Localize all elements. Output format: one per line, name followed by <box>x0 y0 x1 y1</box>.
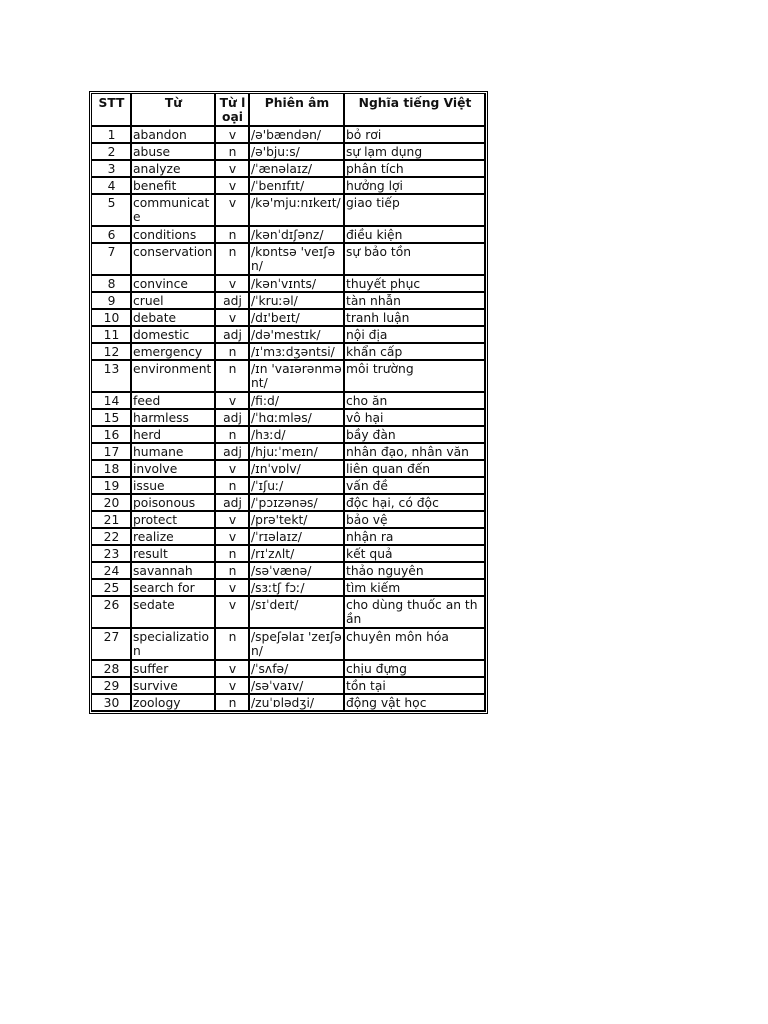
cell-part-of-speech: v <box>216 310 250 327</box>
cell-stt: 18 <box>92 461 132 478</box>
cell-stt: 24 <box>92 563 132 580</box>
cell-vietnamese-meaning: liên quan đến <box>345 461 485 478</box>
cell-part-of-speech: v <box>216 393 250 410</box>
cell-word: herd <box>132 427 216 444</box>
table-row <box>92 495 485 512</box>
table-row <box>92 178 485 195</box>
cell-word: abuse <box>132 144 216 161</box>
cell-word: zoology <box>132 695 216 711</box>
cell-word: conservation <box>132 244 216 276</box>
table-row <box>92 127 485 144</box>
table-row <box>92 227 485 244</box>
cell-part-of-speech: n <box>216 478 250 495</box>
cell-part-of-speech: n <box>216 144 250 161</box>
cell-pronunciation: /ˈsʌfə/ <box>250 661 345 678</box>
table-row <box>92 393 485 410</box>
cell-word: savannah <box>132 563 216 580</box>
cell-pronunciation: /ɪˈmɜːdʒəntsi/ <box>250 344 345 361</box>
cell-pronunciation: /də'mestɪk/ <box>250 327 345 344</box>
cell-word: sedate <box>132 597 216 629</box>
cell-part-of-speech: n <box>216 563 250 580</box>
cell-part-of-speech: n <box>216 427 250 444</box>
cell-part-of-speech: adj <box>216 410 250 427</box>
header-part-of-speech: Từ loại <box>216 94 250 127</box>
cell-stt: 6 <box>92 227 132 244</box>
cell-word: poisonous <box>132 495 216 512</box>
cell-stt: 26 <box>92 597 132 629</box>
cell-stt: 16 <box>92 427 132 444</box>
table-row <box>92 529 485 546</box>
cell-vietnamese-meaning: nội địa <box>345 327 485 344</box>
cell-part-of-speech: n <box>216 546 250 563</box>
cell-part-of-speech: v <box>216 678 250 695</box>
cell-vietnamese-meaning: độc hại, có độc <box>345 495 485 512</box>
cell-part-of-speech: adj <box>216 327 250 344</box>
cell-part-of-speech: v <box>216 597 250 629</box>
cell-stt: 2 <box>92 144 132 161</box>
cell-word: involve <box>132 461 216 478</box>
table-row <box>92 678 485 695</box>
cell-word: survive <box>132 678 216 695</box>
table-row <box>92 410 485 427</box>
cell-stt: 23 <box>92 546 132 563</box>
cell-pronunciation: /kɒntsə 'veɪʃən/ <box>250 244 345 276</box>
cell-word: abandon <box>132 127 216 144</box>
cell-part-of-speech: v <box>216 661 250 678</box>
cell-vietnamese-meaning: tàn nhẫn <box>345 293 485 310</box>
cell-vietnamese-meaning: chịu đựng <box>345 661 485 678</box>
cell-word: communicate <box>132 195 216 227</box>
cell-vietnamese-meaning: khẩn cấp <box>345 344 485 361</box>
cell-word: realize <box>132 529 216 546</box>
table-row <box>92 546 485 563</box>
cell-vietnamese-meaning: nhân đạo, nhân văn <box>345 444 485 461</box>
cell-pronunciation: /ˈɪʃuː/ <box>250 478 345 495</box>
cell-stt: 1 <box>92 127 132 144</box>
cell-vietnamese-meaning: điều kiện <box>345 227 485 244</box>
cell-vietnamese-meaning: cho dùng thuốc an thần <box>345 597 485 629</box>
cell-pronunciation: /ˈhɑːmləs/ <box>250 410 345 427</box>
cell-stt: 3 <box>92 161 132 178</box>
cell-pronunciation: /ˈpɔɪzənəs/ <box>250 495 345 512</box>
cell-pronunciation: /kə'mju:nɪkeɪt/ <box>250 195 345 227</box>
table-row <box>92 629 485 661</box>
cell-stt: 21 <box>92 512 132 529</box>
cell-stt: 15 <box>92 410 132 427</box>
cell-word: convince <box>132 276 216 293</box>
cell-stt: 13 <box>92 361 132 393</box>
header-word: Từ <box>132 94 216 127</box>
cell-stt: 30 <box>92 695 132 711</box>
cell-vietnamese-meaning: nhận ra <box>345 529 485 546</box>
cell-pronunciation: /hɜːd/ <box>250 427 345 444</box>
table-row <box>92 361 485 393</box>
table-row <box>92 580 485 597</box>
cell-part-of-speech: n <box>216 244 250 276</box>
cell-stt: 14 <box>92 393 132 410</box>
cell-part-of-speech: n <box>216 629 250 661</box>
vocabulary-table <box>91 93 486 712</box>
cell-word: search for <box>132 580 216 597</box>
cell-stt: 9 <box>92 293 132 310</box>
cell-stt: 27 <box>92 629 132 661</box>
cell-pronunciation: /səˈvaɪv/ <box>250 678 345 695</box>
cell-pronunciation: /speʃəlaɪ 'zeɪʃən/ <box>250 629 345 661</box>
table-row <box>92 327 485 344</box>
cell-stt: 5 <box>92 195 132 227</box>
cell-vietnamese-meaning: bảo vệ <box>345 512 485 529</box>
cell-stt: 22 <box>92 529 132 546</box>
cell-pronunciation: /sɜːtʃ fɔː/ <box>250 580 345 597</box>
table-row <box>92 244 485 276</box>
cell-part-of-speech: v <box>216 529 250 546</box>
cell-part-of-speech: v <box>216 580 250 597</box>
cell-pronunciation: /ˈrɪəlaɪz/ <box>250 529 345 546</box>
cell-word: environment <box>132 361 216 393</box>
cell-part-of-speech: adj <box>216 293 250 310</box>
table-row <box>92 310 485 327</box>
table-row <box>92 512 485 529</box>
cell-stt: 20 <box>92 495 132 512</box>
cell-word: protect <box>132 512 216 529</box>
table-header-row <box>92 94 485 127</box>
table-row <box>92 563 485 580</box>
cell-word: humane <box>132 444 216 461</box>
cell-part-of-speech: n <box>216 344 250 361</box>
table-row <box>92 293 485 310</box>
cell-pronunciation: /kənˈdɪʃənz/ <box>250 227 345 244</box>
table-row <box>92 344 485 361</box>
cell-part-of-speech: v <box>216 195 250 227</box>
cell-pronunciation: /səˈvænə/ <box>250 563 345 580</box>
cell-vietnamese-meaning: bầy đàn <box>345 427 485 444</box>
cell-word: specialization <box>132 629 216 661</box>
table-body <box>92 127 485 711</box>
cell-vietnamese-meaning: thảo nguyên <box>345 563 485 580</box>
cell-vietnamese-meaning: giao tiếp <box>345 195 485 227</box>
table-row <box>92 427 485 444</box>
cell-pronunciation: /prə'tekt/ <box>250 512 345 529</box>
cell-vietnamese-meaning: tồn tại <box>345 678 485 695</box>
cell-part-of-speech: adj <box>216 495 250 512</box>
table-row <box>92 695 485 711</box>
cell-stt: 8 <box>92 276 132 293</box>
cell-pronunciation: /ɪnˈvɒlv/ <box>250 461 345 478</box>
header-pronunciation: Phiên âm <box>250 94 345 127</box>
cell-vietnamese-meaning: sự bảo tồn <box>345 244 485 276</box>
cell-stt: 25 <box>92 580 132 597</box>
cell-pronunciation: /ˈbenɪfɪt/ <box>250 178 345 195</box>
cell-vietnamese-meaning: tìm kiếm <box>345 580 485 597</box>
cell-vietnamese-meaning: động vật học <box>345 695 485 711</box>
cell-pronunciation: /fi:d/ <box>250 393 345 410</box>
cell-stt: 28 <box>92 661 132 678</box>
cell-word: result <box>132 546 216 563</box>
cell-vietnamese-meaning: chuyên môn hóa <box>345 629 485 661</box>
table-row <box>92 478 485 495</box>
cell-pronunciation: /ə'bju:s/ <box>250 144 345 161</box>
header-stt: STT <box>92 94 132 127</box>
cell-vietnamese-meaning: môi trường <box>345 361 485 393</box>
cell-word: harmless <box>132 410 216 427</box>
cell-part-of-speech: v <box>216 512 250 529</box>
cell-part-of-speech: n <box>216 227 250 244</box>
cell-part-of-speech: n <box>216 695 250 711</box>
cell-stt: 19 <box>92 478 132 495</box>
cell-stt: 10 <box>92 310 132 327</box>
cell-pronunciation: /kənˈvɪnts/ <box>250 276 345 293</box>
cell-word: issue <box>132 478 216 495</box>
cell-word: domestic <box>132 327 216 344</box>
cell-vietnamese-meaning: vấn đề <box>345 478 485 495</box>
cell-stt: 7 <box>92 244 132 276</box>
cell-word: conditions <box>132 227 216 244</box>
cell-vietnamese-meaning: hưởng lợi <box>345 178 485 195</box>
cell-part-of-speech: v <box>216 127 250 144</box>
cell-stt: 12 <box>92 344 132 361</box>
cell-vietnamese-meaning: tranh luận <box>345 310 485 327</box>
table-row <box>92 444 485 461</box>
cell-vietnamese-meaning: bỏ rơi <box>345 127 485 144</box>
cell-pronunciation: /dɪ'beɪt/ <box>250 310 345 327</box>
table-row <box>92 661 485 678</box>
cell-stt: 11 <box>92 327 132 344</box>
cell-part-of-speech: v <box>216 161 250 178</box>
cell-pronunciation: /sɪˈdeɪt/ <box>250 597 345 629</box>
cell-vietnamese-meaning: thuyết phục <box>345 276 485 293</box>
cell-word: benefit <box>132 178 216 195</box>
table-row <box>92 461 485 478</box>
cell-word: feed <box>132 393 216 410</box>
cell-stt: 4 <box>92 178 132 195</box>
cell-word: cruel <box>132 293 216 310</box>
table-row <box>92 276 485 293</box>
cell-part-of-speech: v <box>216 178 250 195</box>
cell-pronunciation: /zuˈɒlədʒi/ <box>250 695 345 711</box>
table-row <box>92 195 485 227</box>
cell-pronunciation: /ˈkruːəl/ <box>250 293 345 310</box>
cell-word: analyze <box>132 161 216 178</box>
cell-word: emergency <box>132 344 216 361</box>
cell-pronunciation: /ə'bændən/ <box>250 127 345 144</box>
table-row <box>92 161 485 178</box>
cell-vietnamese-meaning: phân tích <box>345 161 485 178</box>
cell-pronunciation: /ˈænəlaɪz/ <box>250 161 345 178</box>
cell-word: debate <box>132 310 216 327</box>
cell-vietnamese-meaning: kết quả <box>345 546 485 563</box>
table-row <box>92 144 485 161</box>
cell-pronunciation: /ɪn 'vaɪərənmənt/ <box>250 361 345 393</box>
cell-word: suffer <box>132 661 216 678</box>
header-vietnamese-meaning: Nghĩa tiếng Việt <box>345 94 485 127</box>
cell-vietnamese-meaning: vô hại <box>345 410 485 427</box>
cell-vietnamese-meaning: sự lạm dụng <box>345 144 485 161</box>
cell-part-of-speech: adj <box>216 444 250 461</box>
cell-pronunciation: /rɪˈzʌlt/ <box>250 546 345 563</box>
cell-part-of-speech: v <box>216 276 250 293</box>
cell-part-of-speech: v <box>216 461 250 478</box>
table-row <box>92 597 485 629</box>
cell-vietnamese-meaning: cho ăn <box>345 393 485 410</box>
cell-stt: 29 <box>92 678 132 695</box>
cell-stt: 17 <box>92 444 132 461</box>
cell-part-of-speech: n <box>216 361 250 393</box>
cell-pronunciation: /hjuːˈmeɪn/ <box>250 444 345 461</box>
